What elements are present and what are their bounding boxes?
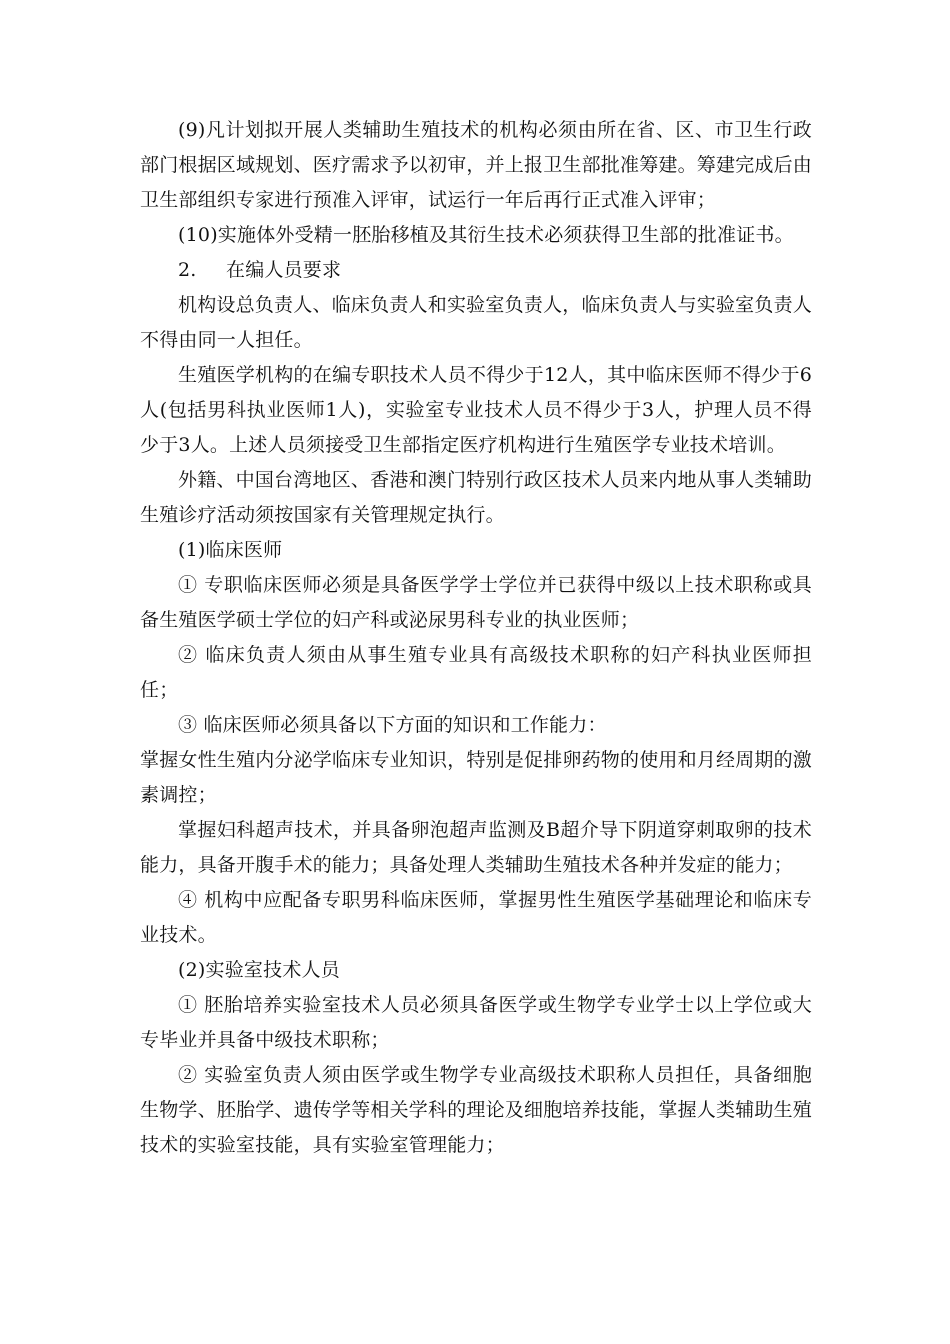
- list-item-clinical-3: ③ 临床医师必须具备以下方面的知识和工作能力：: [178, 714, 607, 736]
- section-heading-staff: [140, 253, 812, 288]
- list-item-lab-1: ① 胚胎培养实验室技术人员必须具备医学或生物学专业学士以上学位或大专毕业并具备中级技术职称；: [140, 994, 812, 1051]
- paragraph-ultrasound-skill: 掌握妇科超声技术，并具备卵泡超声监测及B超介导下阴道穿刺取卵的技术能力，具备开腹手术的能力；具备处理人类辅助生殖技术各种并发症的能力；: [140, 819, 812, 876]
- paragraph-item-9: (9)凡计划拟开展人类辅助生殖技术的机构必须由所在省、区、市卫生行政部门根据区域规划、医疗需求予以初审，并上报卫生部批准筹建。筹建完成后由卫生部组织专家进行预准入评审，试运行一年后再行正式准入评审；: [140, 119, 813, 211]
- subheading-clinical-doctor: (1)临床医师: [178, 539, 283, 561]
- paragraph-foreign-staff: 外籍、中国台湾地区、香港和澳门特别行政区技术人员来内地从事人类辅助生殖诊疗活动须按国家有关管理规定执行。: [140, 469, 812, 526]
- list-item-lab-2: ② 实验室负责人须由医学或生物学专业高级技术职称人员担任，具备细胞生物学、胚胎学、遗传学等相关学科的理论及细胞培养技能，掌握人类辅助生殖技术的实验室技能，具有实验室管理能力；: [140, 1064, 813, 1156]
- paragraph-staff-count: 生殖医学机构的在编专职技术人员不得少于12人，其中临床医师不得少于6人(包括男科执业医师1人)，实验室专业技术人员不得少于3人，护理人员不得少于3人。上述人员须接受卫生部指定医疗机构进行生殖医学专业技术培训。: [140, 364, 812, 456]
- section-title: 在编人员要求: [226, 259, 342, 281]
- section-number: 2.: [178, 259, 197, 281]
- paragraph-leadership: 机构设总负责人、临床负责人和实验室负责人，临床负责人与实验室负责人不得由同一人担任。: [140, 294, 812, 351]
- list-item-clinical-2: ② 临床负责人须由从事生殖专业具有高级技术职称的妇产科执业医师担任；: [140, 644, 812, 701]
- document-body: [140, 113, 812, 1163]
- subheading-lab-staff: (2)实验室技术人员: [178, 959, 340, 981]
- list-item-clinical-1: ① 专职临床医师必须是具备医学学士学位并已获得中级以上技术职称或具备生殖医学硕士学位的妇产科或泌尿男科专业的执业医师；: [140, 574, 812, 631]
- list-item-clinical-4: ④ 机构中应配备专职男科临床医师，掌握男性生殖医学基础理论和临床专业技术。: [140, 889, 812, 946]
- paragraph-item-10: (10)实施体外受精一胚胎移植及其衍生技术必须获得卫生部的批准证书。: [178, 224, 794, 246]
- paragraph-endocrine-knowledge: 掌握女性生殖内分泌学临床专业知识，特别是促排卵药物的使用和月经周期的激素调控；: [140, 749, 813, 806]
